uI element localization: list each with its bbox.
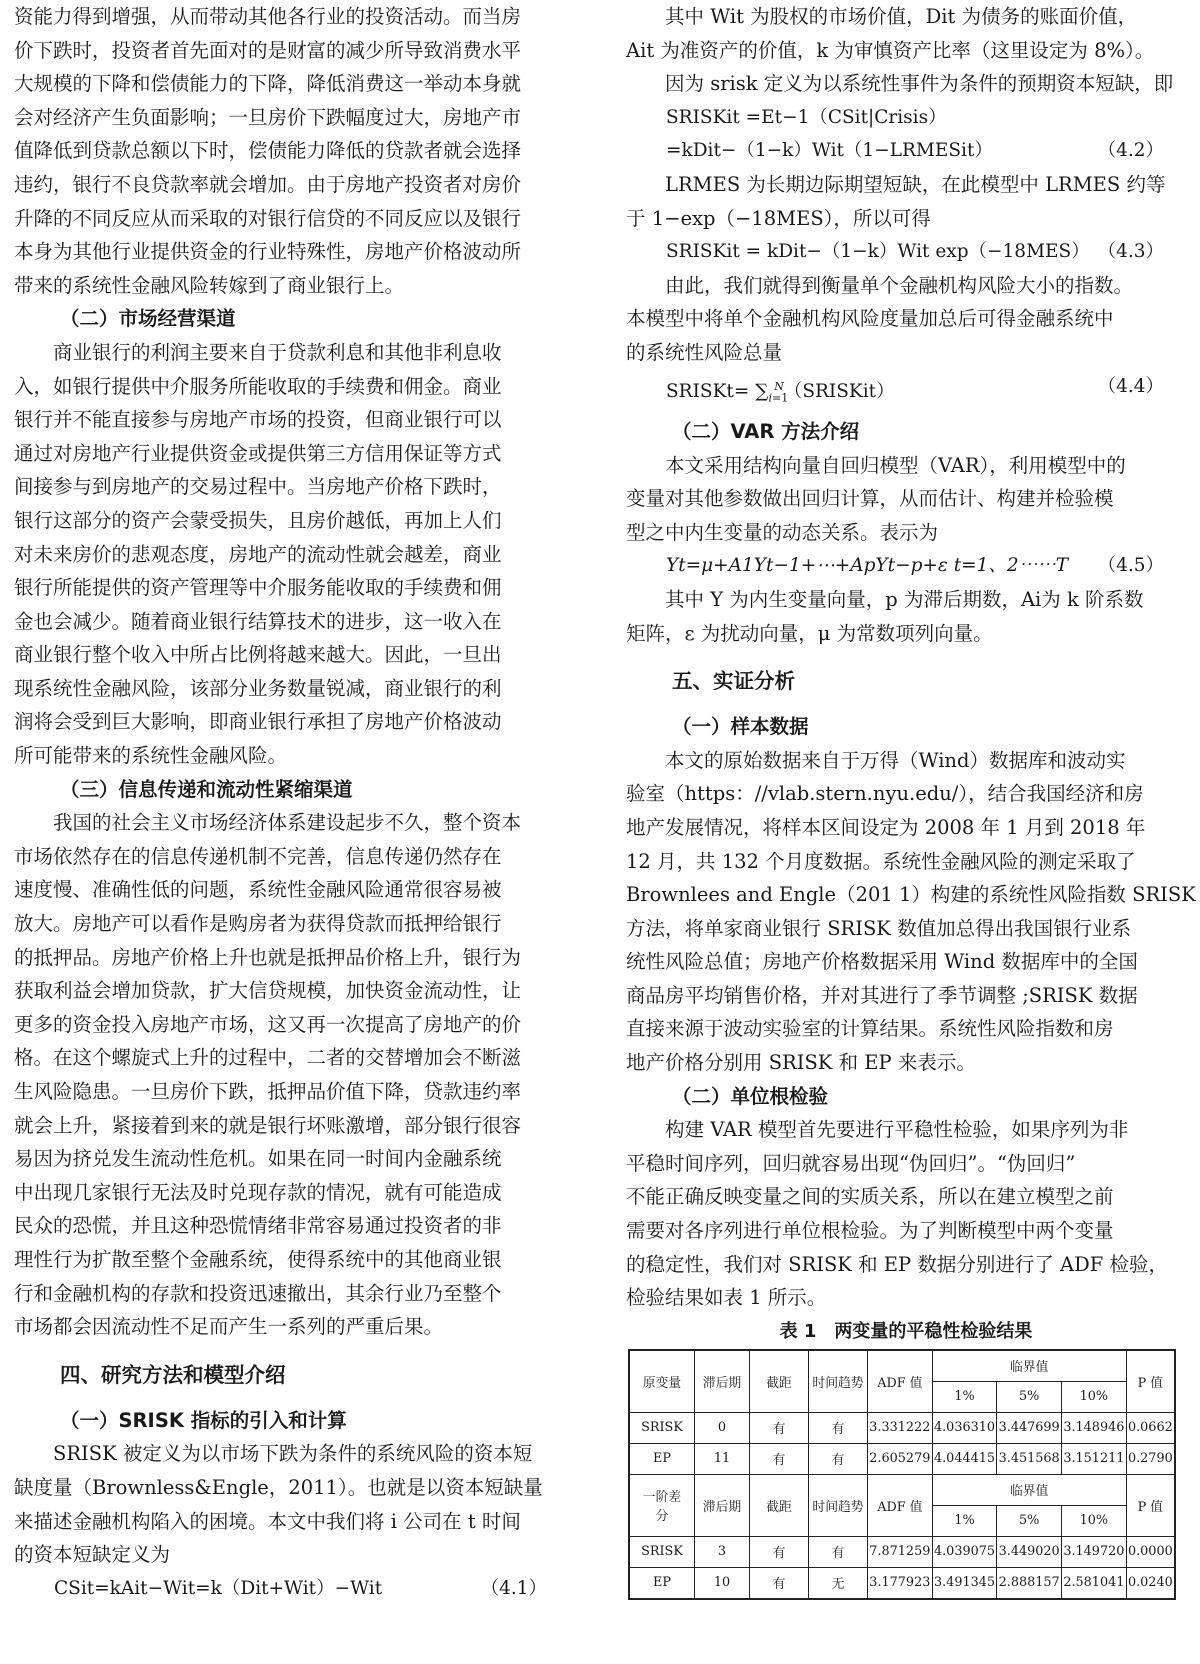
- header-lag: 滞后期: [695, 1350, 750, 1413]
- text-line: 因为 srisk 定义为以系统性事件为条件的预期资本短缺，即: [665, 72, 1174, 96]
- table-cell: 10: [695, 1567, 750, 1599]
- text-line: 本文采用结构向量自回归模型（VAR），利用模型中的: [665, 453, 1126, 477]
- table-cell: 3: [695, 1536, 750, 1567]
- text-line: 于 1−exp（−18MES），所以可得: [626, 206, 931, 230]
- equation-4-2b: [626, 134, 1186, 168]
- table-cell: EP: [629, 1443, 695, 1474]
- text-line: LRMES 为长期边际期望短缺，在此模型中 LRMES 约等: [665, 172, 1166, 196]
- text-line: 获取利益会增加贷款，扩大信贷规模，加快资金流动性，让: [14, 979, 522, 1003]
- equation-4-2a: [626, 101, 1186, 135]
- table-header-row: [629, 1350, 1175, 1382]
- text-line: 本文的原始数据来自于万得（Wind）数据库和波动实: [665, 748, 1126, 772]
- table-cell: 有: [809, 1443, 868, 1474]
- equation-4-1-number: （4.1）: [480, 1577, 547, 1599]
- equation-4-2b-body: =kDit−（1−k）Wit（1−LRMESit）: [666, 140, 993, 162]
- paragraph-market-channel: [14, 336, 569, 773]
- text-line: 商业银行的利润主要来自于贷款利息和其他非利息收: [53, 340, 502, 364]
- header-time-trend-diff: 时间趋势: [809, 1474, 868, 1536]
- text-line: 理性行为扩散至整个金融系统，使得系统中的其他商业银: [14, 1247, 502, 1271]
- text-line: Ait 为准资产的价值，k 为审慎资产比率（这里设定为 8%）。: [626, 38, 1155, 62]
- text-line: SRISK 被定义为以市场下跌为条件的系统风险的资本短: [53, 1442, 533, 1466]
- text-line: 生风险隐患。一旦房价下跌，抵押品价值下降，贷款违约率: [14, 1080, 522, 1103]
- text-line: 的抵押品。房地产价格上升也就是抵押品价格上升，银行为: [14, 945, 522, 969]
- header-10pct: 10%: [1062, 1381, 1127, 1412]
- table-cell: 3.491345: [932, 1567, 997, 1599]
- header-critical-value: 临界值: [932, 1350, 1126, 1382]
- text-line: 资能力得到增强，从而带动其他各行业的投资活动。而当房: [14, 5, 522, 28]
- header-5pct-diff: 5%: [997, 1505, 1062, 1536]
- text-line: 缺度量（Brownless&Engle，2011）。也就是以资本短缺量: [14, 1475, 543, 1499]
- table-row: [629, 1536, 1175, 1567]
- heading-section-5: 五、实证分析: [672, 669, 795, 694]
- table-cell: 有: [750, 1412, 809, 1443]
- table-cell: 4.039075: [932, 1536, 997, 1567]
- table-header-row-diff: [629, 1474, 1175, 1505]
- table-cell: 3.449020: [997, 1536, 1062, 1567]
- text-line: 由此，我们就得到衡量单个金融机构风险大小的指数。: [665, 273, 1134, 297]
- paragraph-lrmes: [626, 168, 1186, 235]
- text-line: 升降的不同反应从而采取的对银行信贷的不同反应以及银行: [14, 206, 522, 230]
- header-original-variable: 原变量: [629, 1350, 695, 1413]
- text-line: 统性风险总值；房地产价格数据采用 Wind 数据库中的全国: [626, 950, 1138, 974]
- text-line: 的稳定性，我们对 SRISK 和 EP 数据分别进行了 ADF 检验，: [626, 1252, 1168, 1276]
- text-line: 方法，将单家商业银行 SRISK 数值加总得出我国银行业系: [626, 916, 1132, 940]
- text-line: 直接来源于波动实验室的计算结果。系统性风险指数和房: [626, 1017, 1114, 1041]
- equation-4-4-rhs: （SRISKit）: [783, 380, 895, 402]
- table-cell: 有: [750, 1536, 809, 1567]
- heading-unit-root: （二）单位根检验: [672, 1084, 829, 1108]
- header-1pct-diff: 1%: [932, 1505, 997, 1536]
- heading-market-channel: （二）市场经营渠道: [60, 307, 236, 331]
- table-cell: 3.447699: [997, 1412, 1062, 1443]
- equation-4-2-number: （4.2）: [1097, 140, 1164, 162]
- text-line: 12 月，共 132 个月度数据。系统性金融风险的测定采取了: [626, 849, 1136, 873]
- equation-4-4-lhs: SRISKt=: [666, 380, 756, 402]
- text-line: 平稳时间序列，回归就容易出现“伪回归”。“伪回归”: [626, 1151, 1076, 1175]
- table-cell: 0.0662: [1126, 1412, 1175, 1443]
- table-cell: 3.148946: [1062, 1412, 1127, 1443]
- table-cell: 11: [695, 1443, 750, 1474]
- text-line: 本身为其他行业提供资金的行业特殊性，房地产价格波动所: [14, 240, 522, 264]
- text-line: 格。在这个螺旋式上升的过程中，二者的交替增加会不断滋: [14, 1046, 522, 1070]
- header-first-difference: 一阶差分: [629, 1474, 695, 1536]
- text-line: 速度慢、准确性低的问题，系统性金融风险通常很容易被: [14, 878, 502, 902]
- table-caption: 表 1 两变量的平稳性检验结果: [779, 1320, 1033, 1342]
- header-10pct-diff: 10%: [1062, 1505, 1127, 1536]
- equation-4-4: [626, 370, 1186, 415]
- text-line: 放大。房地产可以看作是购房者为获得贷款而抵押给银行: [14, 912, 502, 936]
- text-line: 不能正确反映变量之间的实质关系，所以在建立模型之前: [626, 1185, 1114, 1209]
- text-line: 需要对各序列进行单位根检验。为了判断模型中两个变量: [626, 1219, 1114, 1243]
- table-cell: 3.151211: [1062, 1443, 1127, 1474]
- text-line: 我国的社会主义市场经济体系建设起步不久，整个资本: [53, 811, 522, 835]
- text-line: 验室（https：//vlab.stern.nyu.edu/），结合我国经济和房: [626, 782, 1144, 806]
- paragraph-var-method: [626, 449, 1186, 550]
- text-line: 中出现几家银行无法及时兑现存款的情况，就有可能造成: [14, 1180, 502, 1204]
- text-line: 价下跌时，投资者首先面对的是财富的减少所导致消费水平: [14, 38, 522, 62]
- text-line: 来描述金融机构陷入的困境。本文中我们将 i 公司在 t 时间: [14, 1509, 521, 1533]
- header-1pct: 1%: [932, 1381, 997, 1412]
- table-row: [629, 1443, 1175, 1474]
- table-cell: 3.451568: [997, 1443, 1062, 1474]
- equation-4-4-body: [666, 370, 895, 415]
- equation-4-2a-body: SRISKit =Et−1（CSit|Crisis）: [666, 106, 947, 128]
- text-line: 所可能带来的系统性金融风险。: [14, 744, 288, 768]
- equation-4-5-body: Yt=μ+A1Yt−1+⋯+ApYt−p+ε t=1、2⋯⋯T: [666, 555, 1069, 577]
- header-intercept-diff: 截距: [750, 1474, 809, 1536]
- equation-4-5-number: （4.5）: [1097, 555, 1164, 577]
- equation-4-3-body: SRISKit = kDit−（1−k）Wit exp（−18MES）: [666, 241, 1090, 263]
- table-cell: 3.177923: [868, 1567, 933, 1599]
- text-line: 民众的恐慌，并且这种恐慌情绪非常容易通过投资者的非: [14, 1214, 502, 1238]
- text-line: 更多的资金投入房地产市场，这又再一次提高了房地产的价: [14, 1012, 522, 1036]
- heading-srisk: （一）SRISK 指标的引入和计算: [60, 1408, 347, 1432]
- text-line: 润将会受到巨大影响，即商业银行承担了房地产价格波动: [14, 710, 502, 734]
- text-line: 商业银行整个收入中所占比例将越来越大。因此，一旦出: [14, 643, 502, 667]
- text-line: 银行并不能直接参与房地产市场的投资，但商业银行可以: [14, 408, 502, 432]
- header-adf-diff: ADF 值: [868, 1474, 933, 1536]
- left-column: [14, 0, 569, 1605]
- text-line: 本模型中将单个金融机构风险度量加总后可得金融系统中: [626, 307, 1114, 331]
- text-line: 地产价格分别用 SRISK 和 EP 来表示。: [626, 1051, 976, 1075]
- heading-section-4: 四、研究方法和模型介绍: [60, 1362, 286, 1387]
- table-cell: 4.044415: [932, 1443, 997, 1474]
- text-line: 行和金融机构的存款和投资迅速撤出，其余行业乃至整个: [14, 1281, 502, 1305]
- header-lag-diff: 滞后期: [695, 1474, 750, 1536]
- table-cell: 有: [809, 1536, 868, 1567]
- text-line: 值降低到贷款总额以下时，偿债能力降低的贷款者就会选择: [14, 139, 522, 163]
- equation-4-5: [626, 549, 1186, 583]
- table-cell: 2.581041: [1062, 1567, 1127, 1599]
- equation-4-1-body: CSit=kAit−Wit=k（Dit+Wit）−Wit: [54, 1577, 383, 1599]
- text-line: 变量对其他参数做出回归计算，从而估计、构建并检验模: [626, 487, 1114, 511]
- header-intercept: 截距: [750, 1350, 809, 1413]
- table-cell: 有: [750, 1567, 809, 1599]
- text-line: 间接参与到房地产的交易过程中。当房地产价格下跌时，: [14, 475, 502, 499]
- table-cell: 有: [750, 1443, 809, 1474]
- paragraph-unit-root: [626, 1113, 1186, 1315]
- paragraph-var-definitions: [626, 583, 1186, 650]
- table-cell: 0.0240: [1126, 1567, 1175, 1599]
- text-line: 的资本短缺定义为: [14, 1543, 171, 1567]
- table-cell: 0.0000: [1126, 1536, 1175, 1567]
- text-line: 带来的系统性金融风险转嫁到了商业银行上。: [14, 273, 405, 297]
- header-p-value-diff: P 值: [1126, 1474, 1175, 1536]
- text-line: 违约，银行不良贷款率就会增加。由于房地产投资者对房价: [14, 172, 522, 196]
- table-cell: 7.871259: [868, 1536, 933, 1567]
- heading-sample-data: （一）样本数据: [672, 715, 809, 739]
- table-cell: 3.331222: [868, 1412, 933, 1443]
- paragraph-aggregate-risk: [626, 269, 1186, 370]
- text-line: 其中 Wit 为股权的市场价值，Dit 为债务的账面价值，: [665, 5, 1138, 28]
- text-line: 商品房平均销售价格，并对其进行了季节调整 ;SRISK 数据: [626, 983, 1138, 1007]
- text-line: 金也会减少。随着商业银行结算技术的进步，这一收入在: [14, 609, 502, 633]
- header-5pct: 5%: [997, 1381, 1062, 1412]
- table-cell: 有: [809, 1412, 868, 1443]
- equation-4-1: [14, 1572, 569, 1606]
- text-line: 对未来房价的悲观态度，房地产的流动性就会越差，商业: [14, 542, 502, 566]
- equation-4-3-number: （4.3）: [1097, 241, 1164, 263]
- header-adf: ADF 值: [868, 1350, 933, 1413]
- text-line: 的系统性风险总量: [626, 340, 783, 364]
- paragraph-srisk-definition: [14, 1437, 569, 1571]
- table-cell: 2.605279: [868, 1443, 933, 1474]
- table-cell: SRISK: [629, 1412, 695, 1443]
- text-line: 现系统性金融风险，该部分业务数量锐减，商业银行的利: [14, 676, 502, 700]
- paragraph-housing-impact: [14, 0, 569, 302]
- table-cell: 3.149720: [1062, 1536, 1127, 1567]
- text-line: 型之中内生变量的动态关系。表示为: [626, 520, 939, 544]
- table-cell: SRISK: [629, 1536, 695, 1567]
- table-row: [629, 1412, 1175, 1443]
- text-line: 通过对房地产行业提供资金或提供第三方信用保证等方式: [14, 441, 502, 465]
- table-cell: EP: [629, 1567, 695, 1599]
- header-critical-value-diff: 临界值: [932, 1474, 1126, 1505]
- table-cell: 0: [695, 1412, 750, 1443]
- table-cell: 0.2790: [1126, 1443, 1175, 1474]
- table-cell: 4.036310: [932, 1412, 997, 1443]
- text-line: 入，如银行提供中介服务所能收取的手续费和佣金。商业: [14, 374, 502, 398]
- equation-4-4-number: （4.4）: [1097, 375, 1164, 397]
- text-line: 检验结果如表 1 所示。: [626, 1286, 827, 1310]
- paragraph-information-channel: [14, 806, 569, 1344]
- paragraph-sample-data: [626, 744, 1196, 1080]
- text-line: 银行所能提供的资产管理等中介服务能收取的手续费和佣: [14, 576, 502, 600]
- text-line: 就会上升，紧接着到来的就是银行坏账激增，部分银行很容: [14, 1113, 522, 1137]
- paragraph-variable-definitions: [626, 0, 1186, 101]
- text-line: 易因为挤兑发生流动性危机。如果在同一时间内金融系统: [14, 1147, 502, 1171]
- text-line: 市场依然存在的信息传递机制不完善，信息传递仍然存在: [14, 844, 502, 868]
- table-cell: 无: [809, 1567, 868, 1599]
- summation-symbol: $\sum_{i=1}^N$: [755, 379, 789, 405]
- text-line: 大规模的下降和偿债能力的下降，降低消费这一举动本身就: [14, 72, 522, 96]
- stationarity-test-table: [628, 1349, 1176, 1600]
- table-row: [629, 1567, 1175, 1599]
- right-column: [626, 0, 1196, 1600]
- heading-var-method: （二）VAR 方法介绍: [672, 419, 860, 443]
- equation-4-3: [626, 235, 1186, 269]
- heading-information-channel: （三）信息传递和流动性紧缩渠道: [60, 777, 353, 801]
- text-line: 市场都会因流动性不足而产生一系列的严重后果。: [14, 1315, 444, 1339]
- text-line: 银行这部分的资产会蒙受损失，且房价越低，再加上人们: [14, 508, 502, 532]
- text-line: 构建 VAR 模型首先要进行平稳性检验，如果序列为非: [665, 1118, 1129, 1142]
- header-time-trend: 时间趋势: [809, 1350, 868, 1413]
- text-line: 地产发展情况，将样本区间设定为 2008 年 1 月到 2018 年: [626, 815, 1146, 839]
- text-line: Brownlees and Engle（201 1）构建的系统性风险指数 SRISK: [626, 883, 1196, 907]
- header-p-value: P 值: [1126, 1350, 1175, 1413]
- table-cell: 2.888157: [997, 1567, 1062, 1599]
- text-line: 其中 Y 为内生变量向量，p 为滞后期数，Ai为 k 阶系数: [665, 587, 1144, 611]
- text-line: 会对经济产生负面影响；一旦房价下跌幅度过大，房地产市: [14, 105, 522, 129]
- text-line: 矩阵，ε 为扰动向量，μ 为常数项列向量。: [626, 621, 993, 645]
